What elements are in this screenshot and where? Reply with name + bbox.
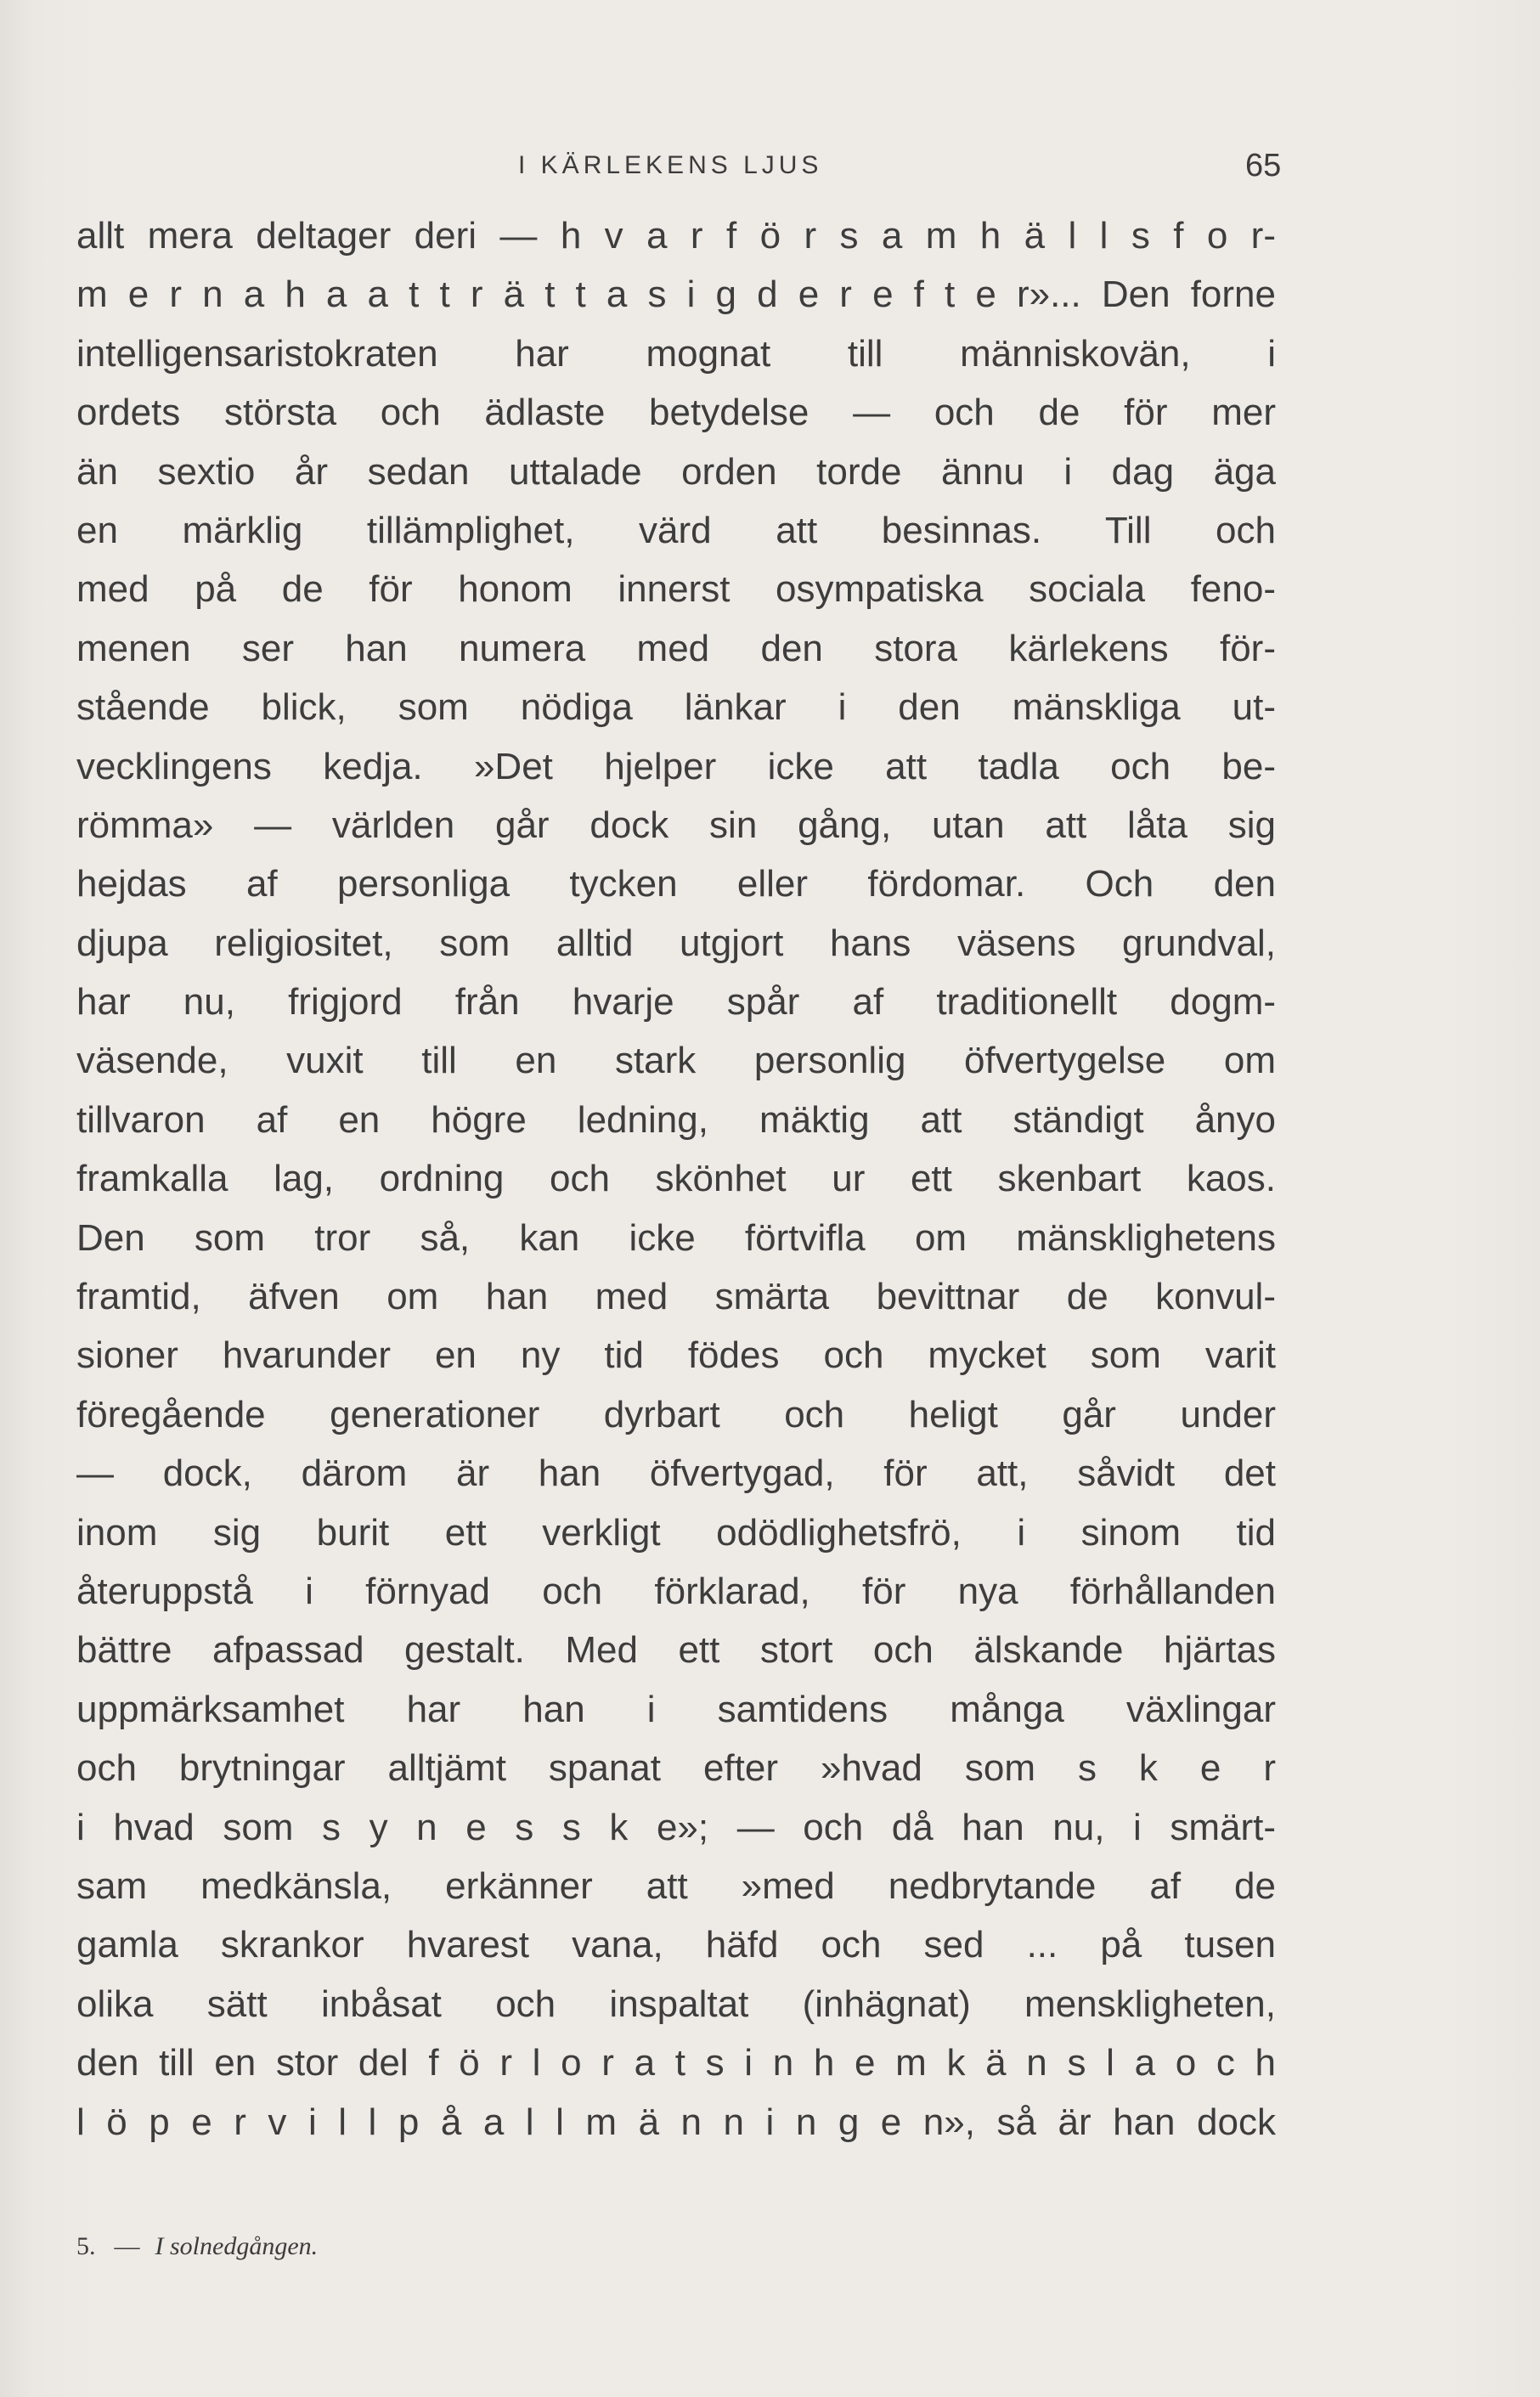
text-line: den till en stor del f ö r l o r a t s i n h e m k ä n s l a o c h: [76, 2042, 1276, 2084]
text-line: i hvad som s y n e s s k e»; — och då han nu, i smärt-: [76, 1806, 1276, 1848]
text-line: väsende, vuxit till en stark personlig öfvertygelse om: [76, 1040, 1276, 1082]
text-line: römma» — världen går dock sin gång, utan att låta sig: [76, 804, 1276, 846]
page-number: 65: [1245, 148, 1282, 183]
text-line: menen ser han numera med den stora kärlekens för-: [76, 627, 1276, 669]
text-line: sam medkänsla, erkänner att »med nedbrytande af de: [76, 1864, 1276, 1907]
text-line: tillvaron af en högre ledning, mäktig att ständigt ånyo: [76, 1098, 1276, 1141]
text-line: ordets största och ädlaste betydelse — och de för mer: [76, 392, 1276, 434]
text-line: en märklig tillämplighet, värd att besinnas. Till och: [76, 509, 1276, 551]
text-line: föregående generationer dyrbart och heligt går under: [76, 1393, 1276, 1435]
text-line: och brytningar alltjämt spanat efter »hvad som s k e r: [76, 1747, 1276, 1790]
text-line: allt mera deltager deri — h v a r f ö r s a m h ä l l s f o r-: [76, 215, 1276, 257]
text-line: har nu, frigjord från hvarje spår af traditionellt dogm-: [76, 981, 1276, 1024]
text-line: vecklingens kedja. »Det hjelper icke att tadla och be-: [76, 745, 1276, 787]
text-line: hejdas af personliga tycken eller fördomar. Och den: [76, 863, 1276, 905]
text-line: gamla skrankor hvarest vana, häfd och sed ... på tusen: [76, 1924, 1276, 1966]
text-line: olika sätt inbåsat och inspaltat (inhägnat) menskligheten,: [76, 1982, 1276, 2025]
signature-mark: 5.: [76, 2232, 96, 2260]
text-line: sioner hvarunder en ny tid födes och mycket som varit: [76, 1334, 1276, 1377]
text-line: — dock, därom är han öfvertygad, för att, såvidt det: [76, 1452, 1276, 1495]
text-line: l ö p e r v i l l p å a l l m ä n n i n g e n», så är han dock: [76, 2101, 1276, 2143]
text-line: framtid, äfven om han med smärta bevittnar de konvul-: [76, 1276, 1276, 1318]
text-line: m e r n a h a a t t r ä t t a s i g d e r e f t e r»... Den forne: [76, 274, 1276, 316]
text-line: intelligensaristokraten har mognat till människovän, i: [76, 332, 1276, 375]
text-line: Den som tror så, kan icke förtvifla om mänsklighetens: [76, 1216, 1276, 1259]
footer-dash: —: [114, 2232, 140, 2260]
body-text: [76, 206, 1276, 2152]
text-line: uppmärksamhet har han i samtidens många växlingar: [76, 1688, 1276, 1730]
text-line: återuppstå i förnyad och förklarad, för nya förhållanden: [76, 1570, 1276, 1612]
running-title: I KÄRLEKENS LJUS: [518, 151, 823, 179]
page-footer: [76, 2232, 318, 2261]
text-line: stående blick, som nödiga länkar i den mänskliga ut-: [76, 686, 1276, 729]
text-line: framkalla lag, ordning och skönhet ur ett skenbart kaos.: [76, 1158, 1276, 1200]
text-line: bättre afpassad gestalt. Med ett stort och älskande hjärtas: [76, 1629, 1276, 1672]
signature-title: I solnedgången.: [155, 2232, 319, 2260]
page-header: [0, 148, 1540, 194]
text-line: djupa religiositet, som alltid utgjort hans väsens grundval,: [76, 922, 1276, 964]
text-line: inom sig burit ett verkligt odödlighetsfrö, i sinom tid: [76, 1511, 1276, 1554]
text-line: med på de för honom innerst osympatiska sociala feno-: [76, 568, 1276, 611]
text-line: än sextio år sedan uttalade orden torde ännu i dag äga: [76, 450, 1276, 493]
